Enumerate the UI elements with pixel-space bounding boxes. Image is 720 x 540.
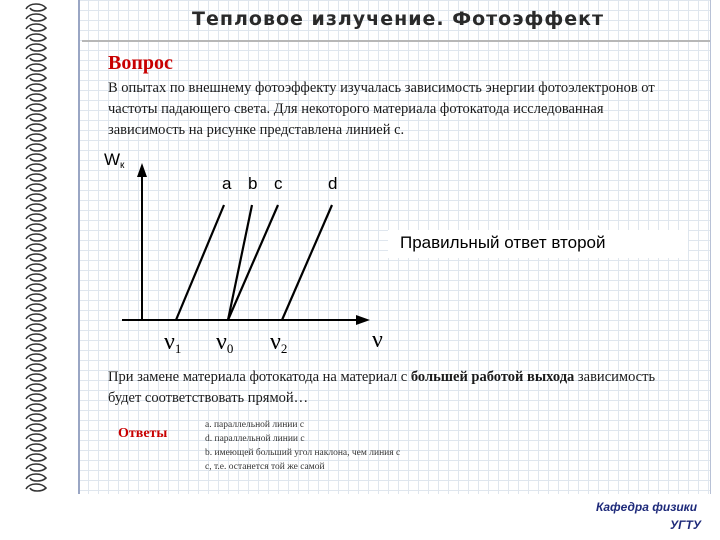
- answer-option-b[interactable]: b. имеющей больший угол наклона, чем линия с: [205, 448, 401, 458]
- spiral-ring: [26, 374, 46, 381]
- spiral-ring: [26, 244, 46, 251]
- spiral-ring: [26, 384, 46, 391]
- spiral-ring: [26, 4, 46, 11]
- spiral-ring: [26, 24, 46, 31]
- spiral-ring: [26, 464, 46, 471]
- spiral-ring: [26, 424, 46, 431]
- spiral-ring: [26, 144, 46, 151]
- y-axis-label: Wк: [104, 150, 125, 171]
- spiral-ring: [26, 224, 46, 231]
- spiral-ring: [26, 234, 46, 241]
- spiral-ring: [26, 194, 46, 201]
- spiral-ring: [26, 444, 46, 451]
- line-label-a: a: [222, 174, 232, 193]
- answer-options: [205, 418, 400, 474]
- y-axis-arrow: [137, 163, 147, 177]
- answer-option-c[interactable]: с, т.е. останется той же самой: [205, 462, 325, 472]
- spiral-ring: [26, 54, 46, 61]
- spiral-ring: [26, 294, 46, 301]
- line-c: [228, 205, 278, 320]
- tick-nu1: ν1: [164, 329, 182, 356]
- spiral-ring: [26, 354, 46, 361]
- x-axis-label: ν: [372, 327, 383, 353]
- spiral-ring: [26, 314, 46, 321]
- spiral-ring: [26, 254, 46, 261]
- line-label-d: d: [328, 174, 338, 193]
- spiral-ring: [26, 204, 46, 211]
- line-label-b: b: [248, 174, 258, 193]
- spiral-ring: [26, 104, 46, 111]
- followup-text-start: При замене материала фотокатода на материал с: [108, 369, 411, 385]
- question-heading: Вопрос: [108, 52, 173, 74]
- spiral-ring: [26, 184, 46, 191]
- line-label-c: c: [274, 174, 283, 193]
- question-text: В опытах по внешнему фотоэффекту изучалась зависимость энергии фотоэлектронов от частоты падающего света. Для некоторого материала фотокатода исследованная зависимость на рисунке представлена линией с.: [108, 80, 655, 138]
- spiral-ring: [26, 94, 46, 101]
- spiral-ring: [26, 284, 46, 291]
- spiral-ring: [26, 474, 46, 481]
- spiral-ring: [26, 364, 46, 371]
- spiral-ring: [26, 174, 46, 181]
- spiral-ring: [26, 134, 46, 141]
- footer-department: Кафедра физики: [596, 500, 698, 514]
- spiral-ring: [26, 214, 46, 221]
- footer-university: УГТУ: [670, 518, 701, 532]
- spiral-ring: [26, 404, 46, 411]
- page-edge-line: [710, 0, 711, 494]
- spiral-ring: [26, 484, 46, 491]
- spiral-ring: [26, 264, 46, 271]
- line-d: [282, 205, 332, 320]
- spiral-ring: [26, 84, 46, 91]
- spiral-ring: [26, 344, 46, 351]
- followup-text-bold: большей работой выхода: [410, 369, 575, 385]
- followup-text-end: зависимость будет соответствовать прямой…: [108, 369, 656, 406]
- page-margin-line: [78, 0, 80, 494]
- spiral-binding: [24, 0, 50, 494]
- spiral-ring: [26, 274, 46, 281]
- slide-title: Тепловое излучение. Фотоэффект: [192, 8, 604, 30]
- spiral-ring: [26, 304, 46, 311]
- spiral-ring: [26, 154, 46, 161]
- title-divider: [82, 40, 710, 42]
- spiral-ring: [26, 124, 46, 131]
- spiral-ring: [26, 44, 46, 51]
- spiral-ring: [26, 164, 46, 171]
- answer-option-d[interactable]: d. параллельной линии с: [205, 434, 305, 444]
- spiral-ring: [26, 414, 46, 421]
- spiral-ring: [26, 334, 46, 341]
- spiral-ring: [26, 34, 46, 41]
- answers-label: Ответы: [118, 426, 168, 441]
- spiral-ring: [26, 324, 46, 331]
- spiral-ring: [26, 14, 46, 21]
- spiral-ring: [26, 394, 46, 401]
- tick-nu2: ν2: [270, 329, 288, 356]
- spiral-ring: [26, 64, 46, 71]
- line-b: [228, 205, 252, 320]
- x-axis-arrow: [356, 315, 370, 325]
- spiral-ring: [26, 74, 46, 81]
- correct-answer-note: Правильный ответ второй: [400, 233, 606, 252]
- spiral-ring: [26, 454, 46, 461]
- spiral-ring: [26, 434, 46, 441]
- line-a: [176, 205, 224, 320]
- tick-nu0: ν0: [216, 329, 234, 356]
- question-followup: [108, 367, 678, 409]
- energy-frequency-diagram: [100, 145, 400, 365]
- answer-option-a[interactable]: а. параллельной линии с: [205, 420, 305, 430]
- spiral-ring: [26, 114, 46, 121]
